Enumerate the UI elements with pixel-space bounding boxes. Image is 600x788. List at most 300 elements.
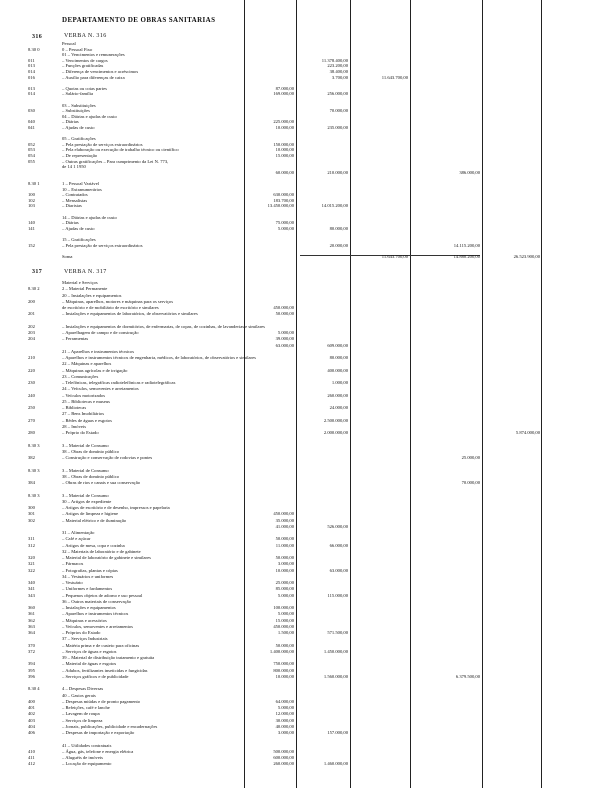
table-row (0, 286, 600, 291)
amount-b: 1.450.000,00 (323, 648, 348, 654)
amount-b: 70.000,00 (329, 108, 348, 114)
item-code: 240 (28, 392, 35, 398)
table-row (0, 58, 600, 63)
amount-a: 50.000,00 (275, 555, 294, 560)
table-row (0, 293, 600, 298)
page-number: 317 (32, 269, 43, 275)
item-code: 8.30 3 (28, 467, 40, 473)
table-row (0, 536, 600, 541)
item-label: – Diaristas (62, 203, 82, 209)
amount-a: 1.400.000,00 (269, 648, 294, 654)
table-row (0, 355, 600, 360)
amount-a: 85.000,00 (275, 586, 294, 592)
item-code: 013 (28, 85, 35, 91)
item-code: 210 (28, 355, 35, 360)
table-row (0, 624, 600, 629)
table-row (0, 374, 600, 379)
item-label: 14 – Diárias e ajudas de custo (62, 214, 117, 220)
item-label: – De representação (62, 153, 98, 158)
item-label: – Máquinas e acessórios (62, 617, 107, 623)
table-row (0, 220, 600, 225)
amount-a: 15.000,00 (275, 617, 294, 623)
table-row (0, 543, 600, 548)
amount-a: 30.000,00 (275, 717, 294, 723)
item-code: 401 (28, 705, 35, 710)
item-label: 23 – Comunicações (62, 373, 99, 379)
amount-b: 24.000,00 (329, 405, 348, 410)
item-label: – Material de águas e esgotos (62, 661, 117, 667)
item-code: 396 (28, 673, 35, 679)
amount-b: 526.000,00 (327, 523, 348, 529)
item-code: 321 (28, 561, 35, 567)
table-row (0, 749, 600, 754)
table-row (0, 574, 600, 579)
amount-a: 50.000,00 (275, 642, 294, 648)
table-row (0, 736, 600, 741)
amount-b: 66.000,00 (329, 542, 348, 548)
table-row (0, 711, 600, 716)
item-code: 040 (28, 119, 35, 125)
amount-c: 11.643.700,00 (381, 74, 408, 80)
amount-b: 571.500,00 (327, 630, 348, 635)
table-row (0, 243, 600, 248)
item-label: – Diárias (62, 119, 79, 125)
item-code: 200 (28, 298, 35, 304)
table-row (0, 203, 600, 208)
table-row (0, 131, 600, 136)
table-row (0, 630, 600, 635)
table-row (0, 393, 600, 398)
amount-a: 100.000,00 (273, 605, 294, 610)
amount-b: 63.000,00 (329, 567, 348, 573)
amount-a: 150.000,00 (273, 141, 294, 147)
item-code: 402 (28, 711, 35, 717)
item-code: 8.30 3 (28, 492, 40, 498)
table-row (0, 674, 600, 679)
item-label: – Despesas miúdas e de pronto pagamento (62, 698, 141, 704)
amount-a: 5.000,00 (277, 705, 294, 710)
item-code: 340 (28, 580, 35, 585)
item-label: – Rêdes de águas e esgotos (62, 417, 112, 423)
table-row (0, 170, 600, 175)
table-row (0, 86, 600, 91)
table-row (0, 486, 600, 491)
table-row (0, 461, 600, 466)
item-code: 270 (28, 417, 35, 423)
item-label: 0 – Pessoal Fixo (62, 46, 93, 52)
item-code: 141 (28, 225, 35, 231)
table-row (0, 63, 600, 68)
amount-c: 11.643.700,00 (381, 253, 408, 259)
item-label: – Outras gratificações – Para cumprimento da Lei N. 773, (62, 158, 169, 164)
item-label: 04 – Diárias e ajudas de custo (62, 113, 117, 119)
table-row (0, 209, 600, 214)
table-row (0, 761, 600, 766)
item-label: – Máquinas, aparelhos, motores e máquinas para os serviços (62, 298, 173, 304)
item-code: 013 (28, 63, 35, 69)
item-label: – Refeições, café e lanche (62, 705, 110, 710)
item-label: – Matéria prima e de custeio para oficinas (62, 642, 140, 648)
item-code: 014 (28, 69, 35, 74)
table-row (0, 661, 600, 666)
table-row (0, 424, 600, 429)
table-row (0, 164, 600, 169)
item-code: 220 (28, 367, 35, 373)
table-row (0, 693, 600, 698)
amount-b: 20.000,00 (329, 242, 348, 248)
item-code: 014 (28, 91, 35, 97)
table-row (0, 530, 600, 535)
table-row (0, 80, 600, 85)
item-code: 8.30 1 (28, 181, 40, 186)
amount-a: 25.000,00 (275, 580, 294, 585)
item-label: – Ajudas de custo (62, 125, 95, 130)
amount-a: 600.000,00 (273, 755, 294, 760)
item-label: 37 – Serviços Industriais (62, 636, 108, 642)
amount-a: 5.000,00 (277, 330, 294, 335)
amount-a: 35.000,00 (275, 517, 294, 523)
table-row (0, 474, 600, 479)
item-code: 203 (28, 330, 35, 335)
table-row (0, 215, 600, 220)
item-code: 322 (28, 567, 35, 573)
table-row (0, 655, 600, 660)
table-row (0, 311, 600, 316)
table-row (0, 349, 600, 354)
table-row (0, 430, 600, 435)
table-row (0, 198, 600, 203)
item-code: 8.30 4 (28, 686, 40, 692)
amount-e: 5.874.000,00 (515, 430, 540, 435)
item-code: 411 (28, 755, 35, 760)
item-label: 2 – Material Permanente (62, 286, 108, 292)
amount-d: 386.000,00 (459, 169, 480, 175)
amount-b: 1.000,00 (331, 380, 348, 385)
item-label: – Material elétrico e de iluminação (62, 517, 127, 523)
amount-a: 169.000,00 (273, 91, 294, 97)
item-label: – Construção e conservação de rodovias e pontes (62, 455, 153, 460)
item-label: 15 – Gratificações (62, 237, 96, 242)
table-row (0, 147, 600, 152)
table-row (0, 380, 600, 385)
table-row (0, 743, 600, 748)
item-label: – Pequenos objetos de adorno e uso pessoal (62, 592, 143, 598)
table-row (0, 159, 600, 164)
table-row (0, 511, 600, 516)
amount-b: 3.700,00 (331, 74, 348, 80)
item-code: 152 (28, 242, 35, 248)
item-label: – Serviços gráficos e de publicidade (62, 673, 129, 679)
amount-b: 256.000,00 (327, 91, 348, 97)
table-row (0, 561, 600, 566)
table-row (0, 468, 600, 473)
amount-d: 70.000,00 (461, 480, 480, 485)
item-label: – Pela prestação de serviços extraordinários (62, 141, 143, 147)
item-label: 30 – Artigos de expediente (62, 498, 112, 504)
item-label: – Auxílio para diferenças de caixa (62, 74, 125, 80)
amount-a: 800.000,00 (273, 667, 294, 673)
amount-a: 50.000,00 (275, 536, 294, 542)
amount-b: 80.000,00 (329, 355, 348, 360)
item-code: 100 (28, 192, 35, 198)
item-code: 312 (28, 542, 35, 548)
item-label: – Café e açúcar (62, 536, 91, 542)
table-row (0, 686, 600, 691)
item-code: 8.30 2 (28, 286, 40, 292)
amount-a: 3.000,00 (277, 561, 294, 567)
table-row (0, 455, 600, 460)
amount-b: 223.200,00 (327, 63, 348, 69)
item-label: 3 – Material de Consumo (62, 442, 109, 448)
table-row (0, 52, 600, 57)
amount-a: 40.000,00 (275, 723, 294, 729)
item-code: 140 (28, 220, 35, 226)
item-code: 302 (28, 517, 35, 523)
table-row (0, 518, 600, 523)
item-label: Material e Serviços (62, 280, 98, 285)
amount-a: 15.000,00 (275, 153, 294, 158)
item-label: 25 – Bibliotecas e museus (62, 398, 110, 404)
table-row (0, 718, 600, 723)
item-code: 300 (28, 505, 35, 510)
table-row (0, 226, 600, 231)
item-label: – Obras de rios e canais e sua conservação (62, 480, 141, 485)
item-code: 394 (28, 661, 35, 667)
amount-b: 14.015.200,00 (321, 203, 348, 209)
item-label: – Vencimentos de cargos (62, 57, 108, 63)
item-label: – Pela elaboração ou execução de trabalho técnico ou científico (62, 147, 179, 153)
item-label: – Instalações e equipamentos de dormitórios, de enfermarias, de copas, de cozinhas, de lavanderias e similares (62, 323, 265, 329)
item-code: 055 (28, 158, 35, 164)
item-code: 201 (28, 311, 35, 317)
verba-heading: VERBA N. 317 (64, 269, 107, 275)
table-row (0, 443, 600, 448)
item-label: – Serviços de águas e esgotos (62, 648, 117, 654)
table-row (0, 586, 600, 591)
item-label: 38 – Obras de domínio público (62, 473, 120, 479)
table-row (0, 47, 600, 52)
item-label: 21 – Aparelhos e instrumentos técnicos (62, 348, 135, 354)
item-label: – Próprio do Estado (62, 430, 99, 435)
table-row (0, 119, 600, 124)
table-row (0, 399, 600, 404)
item-label: – Funções gratificadas (62, 63, 104, 69)
item-label: – Serviços de limpeza (62, 717, 103, 723)
item-code: 384 (28, 480, 35, 485)
item-code: 360 (28, 605, 35, 610)
table-row (0, 418, 600, 423)
item-label: – Salário-família (62, 91, 93, 97)
table-row (0, 493, 600, 498)
amount-a: 50.000,00 (275, 311, 294, 317)
item-label: – Diárias (62, 220, 79, 226)
item-code: 403 (28, 717, 35, 723)
amount-a: 5.000,00 (277, 225, 294, 231)
item-label: 32 – Materiais de laboratório e de gabinete (62, 548, 141, 554)
table-row (0, 248, 600, 253)
amount-d: 6.379.500,00 (455, 673, 480, 679)
item-label: – Próprios do Estado (62, 630, 101, 635)
amount-a: 39.000,00 (275, 336, 294, 342)
table-row (0, 91, 600, 96)
table-row (0, 680, 600, 685)
amount-a: 450.000,00 (273, 305, 294, 310)
item-label: de 14 1 1950 (62, 164, 86, 170)
item-code: 372 (28, 648, 35, 654)
amount-b: 80.000,00 (329, 225, 348, 231)
item-code: 054 (28, 153, 35, 158)
amount-a: 75.000,00 (275, 220, 294, 226)
amount-d: 14.115.200,00 (453, 242, 480, 248)
item-code: 362 (28, 617, 35, 623)
table-row (0, 643, 600, 648)
page-number: 316 (32, 34, 43, 40)
item-code: 364 (28, 630, 35, 635)
table-row (0, 480, 600, 485)
item-code: 370 (28, 642, 35, 648)
amount-a: 10.000,00 (275, 125, 294, 130)
amount-a: 500.000,00 (273, 748, 294, 754)
table-row (0, 187, 600, 192)
item-code: 8.30 0 (28, 46, 40, 52)
item-label: 3 – Material de Consumo (62, 467, 109, 473)
item-label: Pessoal (62, 41, 76, 46)
table-row (0, 386, 600, 391)
table-row (0, 611, 600, 616)
item-label: 41 – Utilidades contratuais (62, 742, 112, 748)
item-label: de escritório e de mobiliário de escritório e similares (62, 305, 159, 310)
amount-e: 26.523.900,00 (513, 253, 540, 259)
item-label: – Fotografias, plantas e cópias (62, 567, 118, 573)
item-label: – Mensalistas (62, 197, 88, 203)
item-code: 250 (28, 405, 35, 410)
amount-a: 10.000,00 (275, 147, 294, 153)
item-label: – Aparelhos e instrumentos técnicos (62, 611, 129, 617)
table-row (0, 405, 600, 410)
amount-a: 64.000,00 (275, 698, 294, 704)
table-row (0, 599, 600, 604)
table-row (0, 699, 600, 704)
table-row (0, 280, 600, 285)
amount-a: 750.000,00 (273, 661, 294, 667)
amount-b: 115.000,00 (327, 592, 348, 598)
item-code: 052 (28, 141, 35, 147)
item-label: – Artigos de escritório e de desenho, impressos e papelaria (62, 505, 170, 510)
amount-a: 1.500,00 (277, 630, 294, 635)
amount-b: 400.000,00 (327, 367, 348, 373)
table-row (0, 724, 600, 729)
item-label: – Quotas ou cotas partes (62, 85, 107, 91)
table-row (0, 636, 600, 641)
item-label: – Vestuário (62, 580, 83, 585)
table-row (0, 181, 600, 186)
item-label: 24 – Veículos, semoventes e arreiamentos (62, 386, 139, 392)
item-label: 28 – Imóveis (62, 423, 86, 429)
amount-a: 63.000,00 (275, 342, 294, 348)
verba-heading: VERBA N. 316 (64, 33, 107, 39)
amount-a: 450.000,00 (273, 623, 294, 629)
item-label: Soma (62, 253, 73, 259)
item-label: – Água, gás, telefone e energia elétrica (62, 748, 134, 754)
item-code: 341 (28, 586, 35, 592)
amount-b: 2.000.000,00 (323, 430, 348, 435)
table-row (0, 436, 600, 441)
amount-a: 87.000,00 (275, 85, 294, 91)
item-label: – Máquinas agrícolas e de irrigação (62, 367, 128, 373)
item-code: 363 (28, 623, 35, 629)
table-row (0, 175, 600, 180)
table-row (0, 618, 600, 623)
item-label: – Contratados (62, 192, 88, 198)
table-row (0, 237, 600, 242)
table-row (0, 192, 600, 197)
item-code: 301 (28, 511, 35, 517)
table-row (0, 649, 600, 654)
amount-b: 609.000,00 (327, 342, 348, 348)
item-label: 38 – Obras de domínio público (62, 448, 120, 454)
page-title: DEPARTAMENTO DE OBRAS SANITARIAS (62, 16, 216, 24)
table-row (0, 231, 600, 236)
item-label: – Adubos, fertilizantes inseticidas e fungicidas (62, 667, 148, 673)
item-label: – Artigos de mesa, copa e cozinha (62, 542, 125, 548)
item-code: 102 (28, 197, 35, 203)
table-row (0, 343, 600, 348)
item-code: 016 (28, 74, 35, 80)
table-row (0, 153, 600, 158)
item-label: – Telefônicas, telegráficas radiotelefônicas e radiotelegráficas (62, 380, 176, 385)
amount-a: 630.000,00 (273, 192, 294, 198)
table-row (0, 549, 600, 554)
item-code: 406 (28, 730, 35, 735)
item-label: 39 – Material de distribuição tratamento e gratuita (62, 655, 155, 660)
item-label: – Aluguéis de imóveis (62, 755, 103, 760)
item-label: 36 – Outros materiais de conservação (62, 598, 132, 604)
item-label: – Material de laboratório de gabinete e similares (62, 555, 151, 560)
item-code: 400 (28, 698, 35, 704)
amount-a: 60.000,00 (275, 169, 294, 175)
table-row (0, 568, 600, 573)
amount-a: 41.000,00 (275, 523, 294, 529)
item-label: 31 – Alimentação (62, 530, 95, 535)
item-code: 011 (28, 57, 35, 63)
table-row (0, 555, 600, 560)
amount-b: 157.000,00 (327, 730, 348, 735)
amount-a: 183.700,00 (273, 197, 294, 203)
amount-a: 11.000,00 (275, 542, 294, 548)
item-code: 343 (28, 592, 35, 598)
table-row (0, 524, 600, 529)
amount-b: 2.500.000,00 (323, 417, 348, 423)
amount-a: 3.000,00 (277, 730, 294, 735)
item-code: 320 (28, 555, 35, 560)
item-code: 053 (28, 147, 35, 153)
amount-a: 12.000,00 (275, 711, 294, 717)
item-code: 395 (28, 667, 35, 673)
table-row (0, 580, 600, 585)
item-label: 10 – Extranumerários (62, 186, 102, 192)
table-row (0, 41, 600, 46)
item-code: 404 (28, 723, 35, 729)
item-label: 40 – Gastos gerais (62, 692, 96, 698)
item-code: 311 (28, 536, 35, 542)
item-label: 01 – Vencimentos e remunerações (62, 52, 125, 58)
table-row (0, 254, 600, 259)
item-code: 030 (28, 108, 35, 114)
item-label: – Bibliotecas (62, 405, 87, 410)
amount-b: 11.378.400,00 (321, 57, 348, 63)
amount-a: 10.000,00 (275, 567, 294, 573)
table-row (0, 755, 600, 760)
